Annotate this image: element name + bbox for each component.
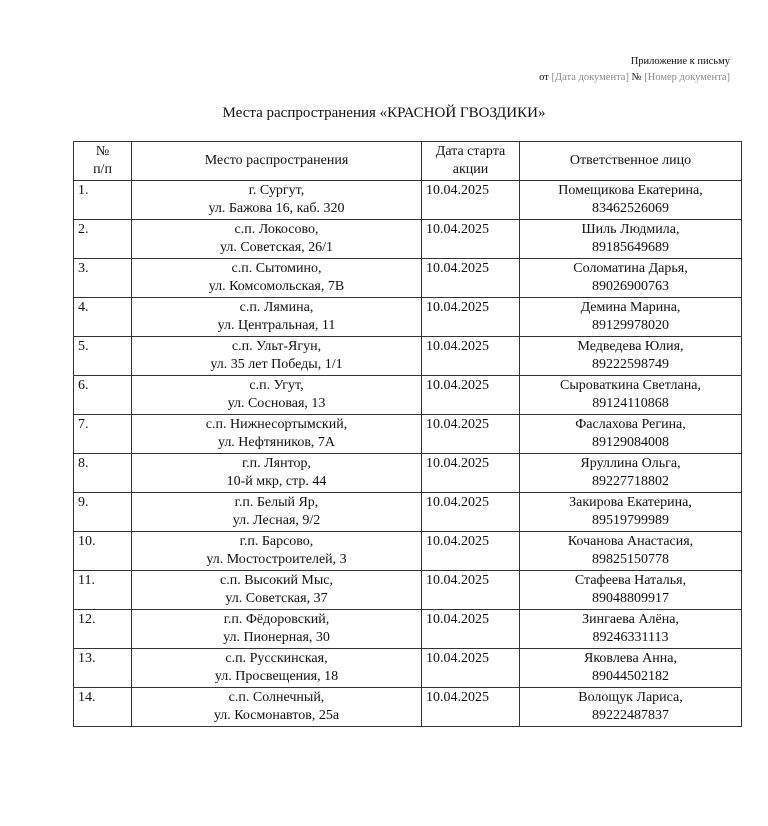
row-person-name: Медведева Юлия, — [577, 339, 684, 354]
row-place-settlement: г.п. Белый Яр, — [234, 495, 319, 510]
row-place-address: 10-й мкр, стр. 44 — [226, 474, 327, 489]
row-person-phone: 89222598749 — [592, 357, 669, 372]
row-place-settlement: с.п. Угут, — [249, 378, 304, 393]
header-start-date — [422, 142, 520, 181]
row-person-phone: 89519799989 — [592, 513, 669, 528]
number-sign: № — [631, 72, 642, 83]
date-placeholder: [Дата документа] — [551, 72, 629, 83]
row-responsible-person — [520, 649, 742, 688]
row-place-address: ул. Мостостроителей, 3 — [206, 552, 347, 567]
header-number — [74, 142, 132, 181]
row-person-name: Яковлева Анна, — [583, 651, 677, 666]
row-place-address: ул. Пионерная, 30 — [223, 630, 330, 645]
row-person-name: Стафеева Наталья, — [574, 573, 687, 588]
row-place-settlement: с.п. Сытомино, — [231, 261, 322, 276]
row-place — [132, 532, 422, 571]
table-body — [74, 181, 742, 727]
row-place-address: ул. 35 лет Победы, 1/1 — [210, 357, 343, 372]
row-start-date: 10.04.2025 — [422, 649, 520, 688]
row-place — [132, 610, 422, 649]
row-person-phone: 89044502182 — [592, 669, 669, 684]
table-row — [74, 688, 742, 727]
row-person-phone: 89227718802 — [592, 474, 669, 489]
row-person-name: Демина Марина, — [580, 300, 681, 315]
row-start-date: 10.04.2025 — [422, 415, 520, 454]
row-responsible-person — [520, 337, 742, 376]
from-label: от — [539, 72, 549, 83]
row-place-settlement: г. Сургут, — [248, 183, 305, 198]
row-person-name: Яруллина Ольга, — [580, 456, 681, 471]
row-place — [132, 649, 422, 688]
row-responsible-person — [520, 532, 742, 571]
table-row — [74, 298, 742, 337]
row-number: 2. — [74, 220, 132, 259]
row-place-address: ул. Советская, 37 — [225, 591, 328, 606]
row-number: 1. — [74, 181, 132, 220]
row-start-date: 10.04.2025 — [422, 688, 520, 727]
row-place-address: ул. Лесная, 9/2 — [232, 513, 321, 528]
row-place-address: ул. Нефтяников, 7А — [217, 435, 336, 450]
header-responsible-person: Ответственное лицо — [520, 142, 742, 181]
table-row — [74, 376, 742, 415]
appendix-note — [539, 54, 730, 86]
row-number: 3. — [74, 259, 132, 298]
row-start-date: 10.04.2025 — [422, 337, 520, 376]
header-number-line2: п/п — [93, 162, 112, 177]
row-start-date: 10.04.2025 — [422, 493, 520, 532]
table-row — [74, 610, 742, 649]
row-person-name: Соломатина Дарья, — [573, 261, 688, 276]
row-place-address: ул. Комсомольская, 7В — [208, 279, 345, 294]
row-place — [132, 337, 422, 376]
header-place: Место распространения — [132, 142, 422, 181]
table-row — [74, 532, 742, 571]
row-responsible-person — [520, 376, 742, 415]
row-place-settlement: с.п. Высокий Мыс, — [219, 573, 334, 588]
row-responsible-person — [520, 298, 742, 337]
row-responsible-person — [520, 688, 742, 727]
row-place — [132, 259, 422, 298]
row-number: 14. — [74, 688, 132, 727]
row-start-date: 10.04.2025 — [422, 259, 520, 298]
row-start-date: 10.04.2025 — [422, 610, 520, 649]
row-start-date: 10.04.2025 — [422, 220, 520, 259]
row-number: 6. — [74, 376, 132, 415]
row-place-address: ул. Сосновая, 13 — [227, 396, 326, 411]
row-start-date: 10.04.2025 — [422, 298, 520, 337]
row-place-address: ул. Просвещения, 18 — [214, 669, 339, 684]
row-place-settlement: с.п. Локосово, — [234, 222, 319, 237]
row-number: 9. — [74, 493, 132, 532]
row-person-phone: 89129084008 — [592, 435, 669, 450]
row-place-settlement: г.п. Фёдоровский, — [223, 612, 330, 627]
distribution-sites-table — [73, 141, 742, 727]
row-responsible-person — [520, 571, 742, 610]
table-header-row — [74, 142, 742, 181]
row-place-address: ул. Советская, 26/1 — [219, 240, 334, 255]
document-title: Места распространения «КРАСНОЙ ГВОЗДИКИ» — [222, 105, 546, 121]
row-place — [132, 298, 422, 337]
row-number: 5. — [74, 337, 132, 376]
row-start-date: 10.04.2025 — [422, 532, 520, 571]
table-row — [74, 181, 742, 220]
row-person-phone: 89246331113 — [592, 630, 669, 645]
row-person-phone: 83462526069 — [592, 201, 669, 216]
row-responsible-person — [520, 415, 742, 454]
row-place — [132, 220, 422, 259]
row-person-name: Помещикова Екатерина, — [558, 183, 703, 198]
appendix-reference — [539, 70, 730, 86]
row-person-phone: 89185649689 — [592, 240, 669, 255]
row-number: 10. — [74, 532, 132, 571]
row-responsible-person — [520, 259, 742, 298]
row-person-phone: 89129978020 — [592, 318, 669, 333]
row-responsible-person — [520, 454, 742, 493]
table-row — [74, 337, 742, 376]
row-person-name: Сыроваткина Светлана, — [560, 378, 701, 393]
row-place-settlement: г.п. Лянтор, — [241, 456, 311, 471]
row-number: 11. — [74, 571, 132, 610]
row-place — [132, 181, 422, 220]
row-place-address: ул. Центральная, 11 — [217, 318, 336, 333]
row-person-phone: 89222487837 — [592, 708, 669, 723]
row-responsible-person — [520, 220, 742, 259]
table-row — [74, 571, 742, 610]
row-responsible-person — [520, 181, 742, 220]
row-start-date: 10.04.2025 — [422, 571, 520, 610]
row-place-settlement: с.п. Лямина, — [239, 300, 314, 315]
table-row — [74, 259, 742, 298]
row-place — [132, 571, 422, 610]
row-number: 8. — [74, 454, 132, 493]
row-start-date: 10.04.2025 — [422, 181, 520, 220]
row-place-settlement: с.п. Солнечный, — [228, 690, 325, 705]
row-number: 12. — [74, 610, 132, 649]
table-row — [74, 220, 742, 259]
table-row — [74, 415, 742, 454]
header-date-line1: Дата старта — [435, 144, 506, 159]
row-person-name: Шиль Людмила, — [581, 222, 680, 237]
number-placeholder: [Номер документа] — [644, 72, 730, 83]
table-row — [74, 493, 742, 532]
row-place — [132, 493, 422, 532]
row-number: 7. — [74, 415, 132, 454]
row-person-name: Зингаева Алёна, — [582, 612, 679, 627]
row-responsible-person — [520, 493, 742, 532]
row-place-address: ул. Космонавтов, 25а — [213, 708, 340, 723]
row-responsible-person — [520, 610, 742, 649]
appendix-label: Приложение к письму — [630, 56, 730, 67]
row-place-address: ул. Бажова 16, каб. 320 — [208, 201, 345, 216]
header-date-line2: акции — [452, 162, 489, 177]
row-person-phone: 89048809917 — [592, 591, 669, 606]
row-place — [132, 688, 422, 727]
row-start-date: 10.04.2025 — [422, 454, 520, 493]
row-number: 4. — [74, 298, 132, 337]
table-row — [74, 649, 742, 688]
header-number-line1: № — [95, 144, 110, 159]
row-place — [132, 376, 422, 415]
row-person-name: Закирова Екатерина, — [569, 495, 692, 510]
row-person-name: Кочанова Анастасия, — [567, 534, 694, 549]
row-place-settlement: с.п. Ульт-Ягун, — [231, 339, 322, 354]
row-place-settlement: с.п. Русскинская, — [225, 651, 328, 666]
row-person-name: Волощук Лариса, — [578, 690, 683, 705]
row-place-settlement: с.п. Нижнесортымский, — [205, 417, 348, 432]
row-person-phone: 89825150778 — [592, 552, 669, 567]
row-number: 13. — [74, 649, 132, 688]
row-place — [132, 454, 422, 493]
row-start-date: 10.04.2025 — [422, 376, 520, 415]
row-person-name: Фаслахова Регина, — [575, 417, 686, 432]
row-place-settlement: г.п. Барсово, — [239, 534, 314, 549]
row-person-phone: 89124110868 — [592, 396, 669, 411]
table-row — [74, 454, 742, 493]
row-place — [132, 415, 422, 454]
row-person-phone: 89026900763 — [592, 279, 669, 294]
